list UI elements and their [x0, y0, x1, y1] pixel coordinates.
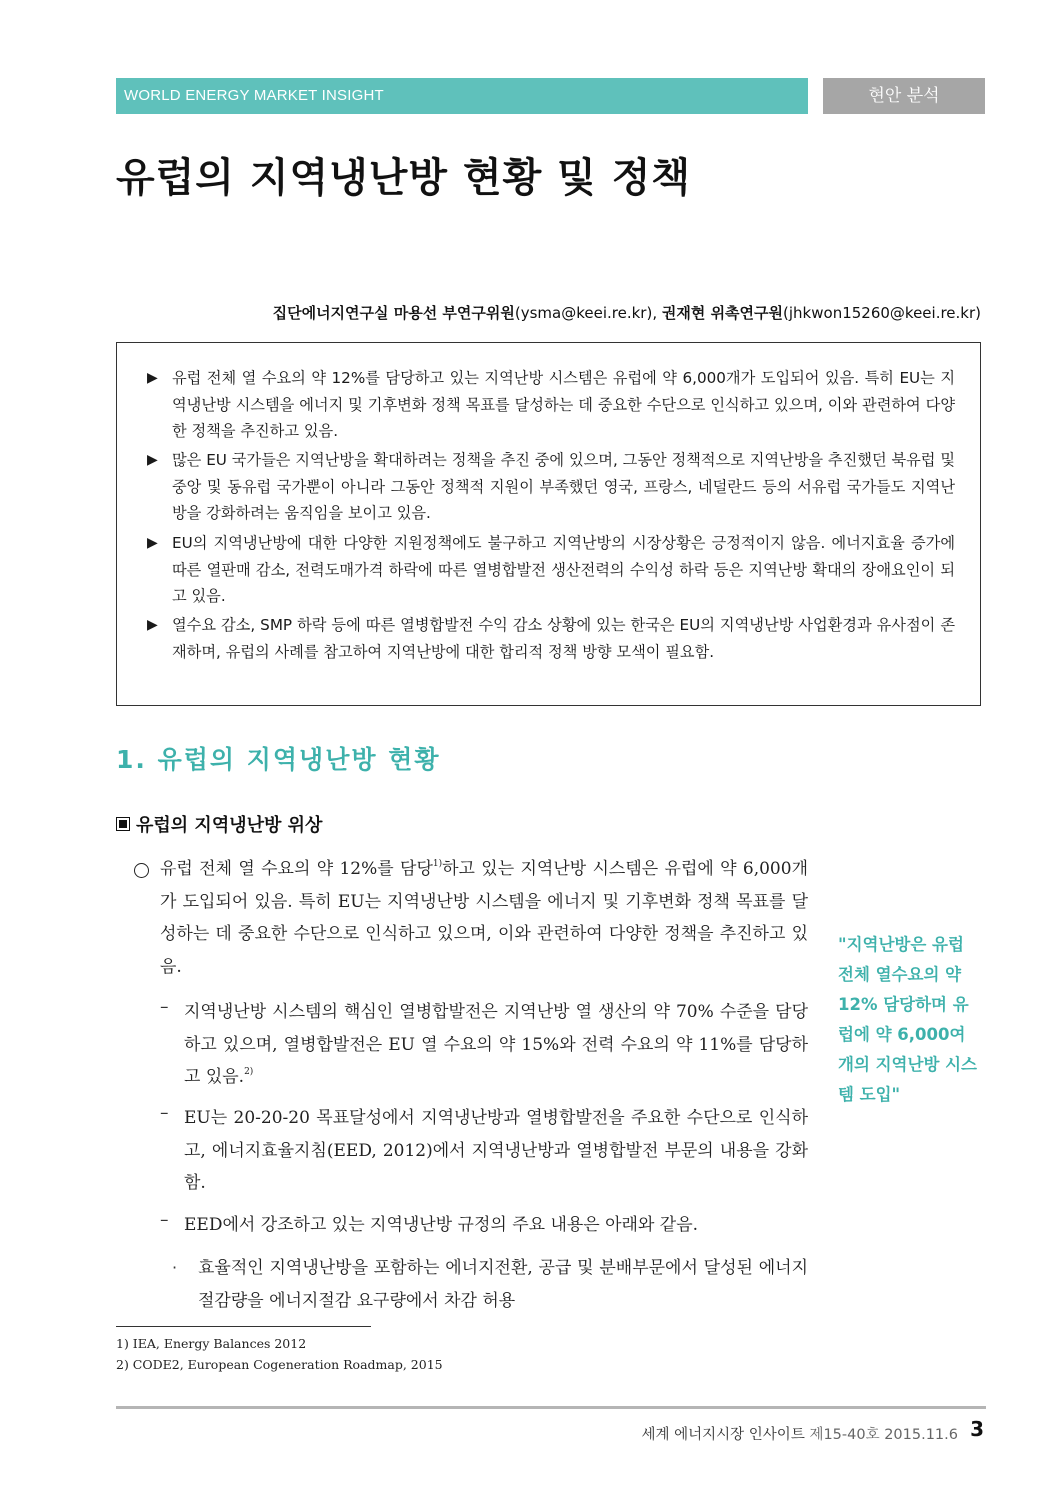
summary-text: 유럽 전체 열 수요의 약 12%를 담당하고 있는 지역난방 시스템은 유럽에 약 6,000개가 도입되어 있음. 특히 EU는 지역냉난방 시스템을 에너지 및 기후변화 정책 목표를 달성하는 데 중요한 수단으로 인식하고 있으며, 이와 관련하여 다양한 정책을 추진하고 있음.: [172, 369, 955, 440]
summary-text: 많은 EU 국가들은 지역난방을 확대하려는 정책을 추진 중에 있으며, 그동안 정책적으로 지역난방을 추진했던 북유럽 및 중앙 및 동유럽 국가뿐이 아니라 그동안 정책적 지원이 부족했던 영국, 프랑스, 네덜란드 등의 서유럽 국가들도 지역난방을 강화하려는 움직임을 보이고 있음.: [172, 451, 955, 522]
author2-name: 권재현 위촉연구원: [661, 304, 784, 322]
body-text: 하고 있는 지역난방 시스템은 유럽에 약 6,000개가 도입되어 있음. 특히 EU는 지역냉난방 시스템을 에너지 및 기후변화 정책 목표를 달성하는 데 중요한 수단으로 인식하고 있으며, 이와 관련하여 다양한 정책을 추진하고 있음.: [160, 859, 808, 977]
footnote-divider: [116, 1326, 371, 1327]
circle-bullet-icon: [134, 863, 149, 878]
dash-bullet-icon: –: [160, 997, 169, 1017]
triangle-bullet-icon: ▶: [147, 452, 158, 468]
header-journal-bar: [116, 78, 808, 114]
author-line: [273, 302, 981, 323]
summary-item: [147, 612, 955, 665]
footnote-ref: 2): [244, 1067, 254, 1077]
category-tag: 현안 분석: [823, 78, 985, 114]
sub-item: EU는 20-20-20 목표달성에서 지역냉난방과 열병합발전을 주요한 수단으로 인식하고, 에너지효율지침(EED, 2012)에서 지역냉난방과 열병합발전 부문의 내용을 강화함.: [184, 1108, 808, 1193]
footnote-ref: 1): [432, 859, 443, 869]
dash-bullet-icon: –: [160, 1210, 169, 1230]
page-number: 3: [970, 1417, 984, 1441]
section-heading: 1. 유럽의 지역냉난방 현황: [116, 745, 441, 774]
article-title: 유럽의 지역냉난방 현황 및 정책: [116, 155, 692, 201]
dash-bullet-icon: –: [160, 1103, 169, 1123]
triangle-bullet-icon: ▶: [147, 617, 158, 633]
dot-bullet-icon: ·: [172, 1258, 178, 1277]
summary-item: [147, 447, 955, 527]
summary-box: [116, 342, 981, 706]
body-text: 유럽 전체 열 수요의 약 12%를 담당: [160, 859, 433, 879]
issue-info: 제15-40호 2015.11.6: [809, 1427, 958, 1443]
triangle-bullet-icon: ▶: [147, 535, 158, 551]
footer-publication: [642, 1423, 958, 1444]
author2-email: (jhkwon15260@keei.re.kr): [783, 304, 981, 322]
footnote: 2) CODE2, European Cogeneration Roadmap, 2015: [116, 1357, 443, 1372]
summary-item: [147, 365, 955, 445]
author1-name: 집단에너지연구실 마용선 부연구위원: [272, 304, 515, 322]
summary-text: EU의 지역냉난방에 대한 다양한 지원정책에도 불구하고 지역난방의 시장상황은 긍정적이지 않음. 에너지효율 증가에 따른 열판매 감소, 전력도매가격 하락에 따른 열병합발전 생산전력의 수익성 하락 등은 지역난방 확대의 장애요인이 되고 있음.: [172, 534, 955, 605]
sub-sub-item: 효율적인 지역냉난방을 포함하는 에너지전환, 공급 및 분배부문에서 달성된 에너지 절감량을 에너지절감 요구량에서 차감 허용: [198, 1258, 808, 1311]
footnote: 1) IEA, Energy Balances 2012: [116, 1336, 307, 1351]
footer-divider: [116, 1406, 986, 1409]
journal-title: WORLD ENERGY MARKET INSIGHT: [124, 87, 384, 104]
summary-text: 열수요 감소, SMP 하락 등에 따른 열병합발전 수익 감소 상황에 있는 한국은 EU의 지역냉난방 사업환경과 유사점이 존재하며, 유럽의 사례를 참고하여 지역난방에 대한 합리적 정책 방향 모색이 필요함.: [172, 616, 955, 661]
sub-item: [184, 996, 808, 1094]
author1-email: (ysma@keei.re.kr),: [514, 304, 658, 322]
publication-name: 세계 에너지시장 인사이트: [641, 1427, 805, 1443]
pull-quote: "지역난방은 유럽 전체 열수요의 약 12% 담당하며 유럽에 약 6,000여개의 지역난방 시스템 도입": [838, 935, 978, 1104]
body-paragraph: [160, 853, 808, 983]
sub-item: EED에서 강조하고 있는 지역냉난방 규정의 주요 내용은 아래와 같음.: [184, 1215, 699, 1235]
triangle-bullet-icon: ▶: [147, 370, 158, 386]
subsection-heading-text: 유럽의 지역냉난방 위상: [136, 815, 323, 836]
summary-item: [147, 530, 955, 610]
subsection-heading: [116, 811, 322, 837]
filled-square-icon: [116, 817, 130, 831]
body-text: 지역냉난방 시스템의 핵심인 열병합발전은 지역난방 열 생산의 약 70% 수준을 담당하고 있으며, 열병합발전은 EU 열 수요의 약 15%와 전력 수요의 약 11%를 담당하고 있음.: [184, 1002, 808, 1087]
